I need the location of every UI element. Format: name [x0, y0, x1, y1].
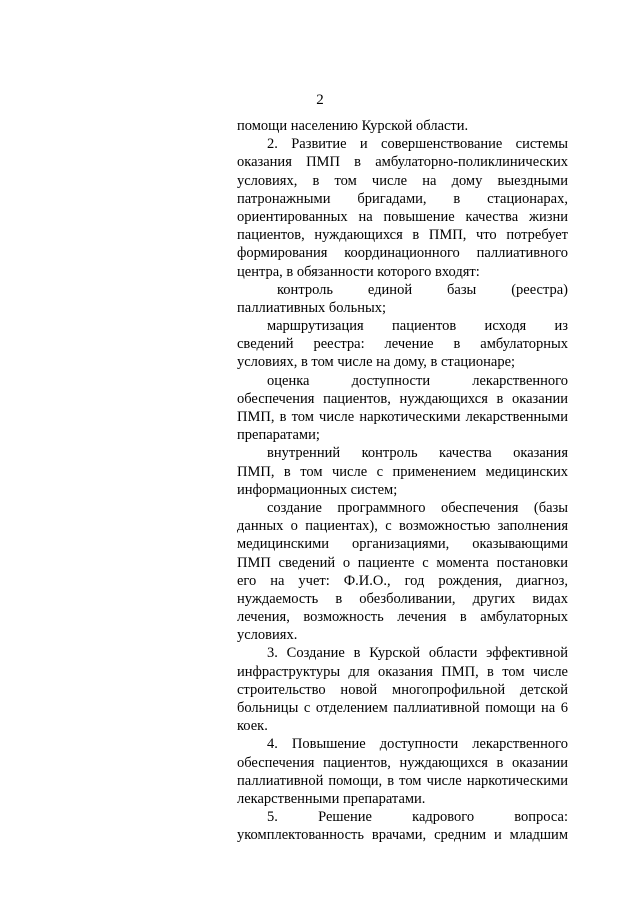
- page-number: 2: [316, 92, 324, 108]
- text-line: 4. Повышение доступности лекарственного: [267, 736, 568, 753]
- text-line: помощи населению Курской области.: [237, 118, 469, 134]
- text-line: контроль единой базы (реестра): [277, 281, 568, 298]
- text-line: информационных систем;: [237, 481, 398, 498]
- text-line: строительство новой многопрофильной детской: [237, 681, 568, 698]
- text-line: коек.: [237, 718, 268, 735]
- text-line: больницы с отделением паллиативной помощи на 6: [237, 700, 568, 716]
- text-line: условиях.: [237, 627, 298, 644]
- text-line: препаратами;: [237, 427, 320, 444]
- text-line: его на учет: Ф.И.О., год рождения, диагноз,: [237, 572, 568, 589]
- text-line: сведений реестра: лечение в амбулаторных: [237, 336, 568, 353]
- text-line: 5. Решение кадрового вопроса:: [267, 809, 568, 826]
- text-line: паллиативной помощи, в том числе наркотическими: [237, 772, 568, 789]
- text-line: маршрутизация пациентов исходя из: [267, 318, 568, 335]
- text-line: ориентированных на повышение качества жизни: [237, 208, 568, 225]
- text-line: обеспечения пациентов, нуждающихся в оказании: [237, 754, 568, 771]
- text-line: укомплектованность врачами, средним и младшим: [237, 827, 568, 844]
- text-line: паллиативных больных;: [237, 299, 387, 316]
- text-line: ПМП, в том числе наркотическими лекарственными: [237, 409, 568, 425]
- text-line: оценка доступности лекарственного: [267, 372, 568, 389]
- text-line: центра, в обязанности которого входят:: [237, 263, 480, 280]
- text-line: обеспечения пациентов, нуждающихся в оказании: [237, 390, 568, 407]
- text-line: лечения, возможность лечения в амбулаторных: [237, 609, 568, 626]
- text-line: данных о пациентах), с возможностью заполнения: [237, 518, 568, 535]
- text-line: формирования координационного паллиативного: [237, 245, 568, 262]
- text-line: условиях, в том числе на дому, в стационаре;: [237, 354, 516, 371]
- text-line: ПМП, в том числе с применением медицинских: [237, 463, 568, 480]
- text-line: ПМП сведений о пациенте с момента постановки: [237, 554, 568, 571]
- text-line: медицинскими организациями, оказывающими: [237, 536, 568, 553]
- text-line: оказания ПМП в амбулаторно-поликлинических: [237, 154, 568, 171]
- text-line: инфраструктуры для оказания ПМП, в том числе: [237, 663, 568, 680]
- text-line: пациентов, нуждающихся в ПМП, что потребует: [237, 227, 568, 244]
- text-line: 3. Создание в Курской области эффективной: [267, 645, 568, 662]
- text-line: патронажными бригадами, в стационарах,: [237, 190, 568, 207]
- text-line: нуждаемость в обезболивании, других видах: [237, 590, 568, 607]
- text-line: 2. Развитие и совершенствование системы: [267, 136, 568, 153]
- text-line: лекарственными препаратами.: [237, 790, 426, 807]
- text-line: условиях, в том числе на дому выездными: [237, 172, 568, 189]
- text-line: создание программного обеспечения (базы: [267, 499, 568, 516]
- document-body: [237, 117, 568, 845]
- text-line: внутренний контроль качества оказания: [267, 445, 568, 462]
